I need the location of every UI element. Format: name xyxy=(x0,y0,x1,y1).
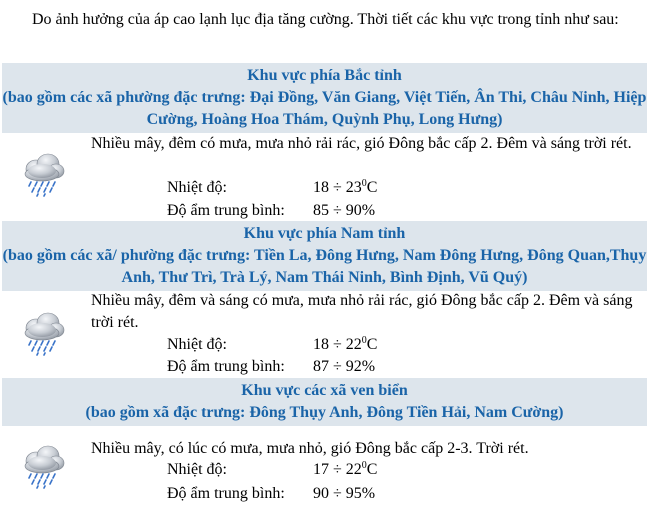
region-title: Khu vực phía Nam tỉnh xyxy=(243,225,406,242)
weather-description: Nhiều mây, có lúc có mưa, mưa nhỏ, gió Đông bắc cấp 2-3. Trời rét. xyxy=(91,440,529,457)
region-header-coastal xyxy=(2,378,647,426)
humidity-label: Độ ẩm trung bình: xyxy=(167,485,285,502)
humidity-label: Độ ẩm trung bình: xyxy=(167,358,285,375)
weather-description: Nhiều mây, đêm và sáng có mưa, mưa nhỏ rải rác, gió Đông bắc cấp 2. Đêm và sáng trời rét. xyxy=(91,292,633,331)
rain-cloud-icon xyxy=(18,310,68,356)
intro-paragraph: Do ảnh hưởng của áp cao lạnh lục địa tăng cường. Thời tiết các khu vực trong tỉnh như sau: xyxy=(32,11,619,28)
weather-description: Nhiều mây, đêm có mưa, mưa nhỏ rải rác, gió Đông bắc cấp 2. Đêm và sáng trời rét. xyxy=(91,135,632,152)
region-subtitle: (bao gồm các xã phường đặc trưng: Đại Đồng, Văn Giang, Việt Tiến, Ân Thi, Châu Ninh, Hiệp Cường, Hoàng Hoa Thám, Quỳnh Phụ, Long Hưng) xyxy=(2,89,647,128)
temperature-label: Nhiệt độ: xyxy=(167,336,227,353)
humidity-label: Độ ẩm trung bình: xyxy=(167,202,285,219)
humidity-value: 87 ÷ 92% xyxy=(313,358,376,375)
temperature-value: $18 \div 22^0C$ xyxy=(313,335,378,353)
temperature-label: Nhiệt độ: xyxy=(167,179,227,196)
temperature-label: Nhiệt độ: xyxy=(167,461,227,478)
region-subtitle: (bao gồm xã đặc trưng: Đông Thụy Anh, Đông Tiền Hải, Nam Cường) xyxy=(85,404,564,421)
rain-cloud-icon xyxy=(18,151,68,197)
region-title: Khu vực các xã ven biển xyxy=(241,382,408,399)
region-subtitle: (bao gồm các xã/ phường đặc trưng: Tiền La, Đông Hưng, Nam Đông Hưng, Đông Quan,Thụy Anh, Thư Trì, Trà Lý, Nam Thái Ninh, Bình Định, Vũ Quý) xyxy=(2,247,647,286)
region-header-north xyxy=(2,63,647,133)
rain-cloud-icon xyxy=(18,443,68,489)
temperature-value: $18 \div 23^0C$ xyxy=(313,178,378,196)
temperature-value: $17 \div 22^0C$ xyxy=(313,460,378,478)
humidity-value: 85 ÷ 90% xyxy=(313,202,376,219)
region-title: Khu vực phía Bắc tỉnh xyxy=(247,67,402,84)
region-header-south xyxy=(2,221,647,291)
humidity-value: 90 ÷ 95% xyxy=(313,485,376,502)
